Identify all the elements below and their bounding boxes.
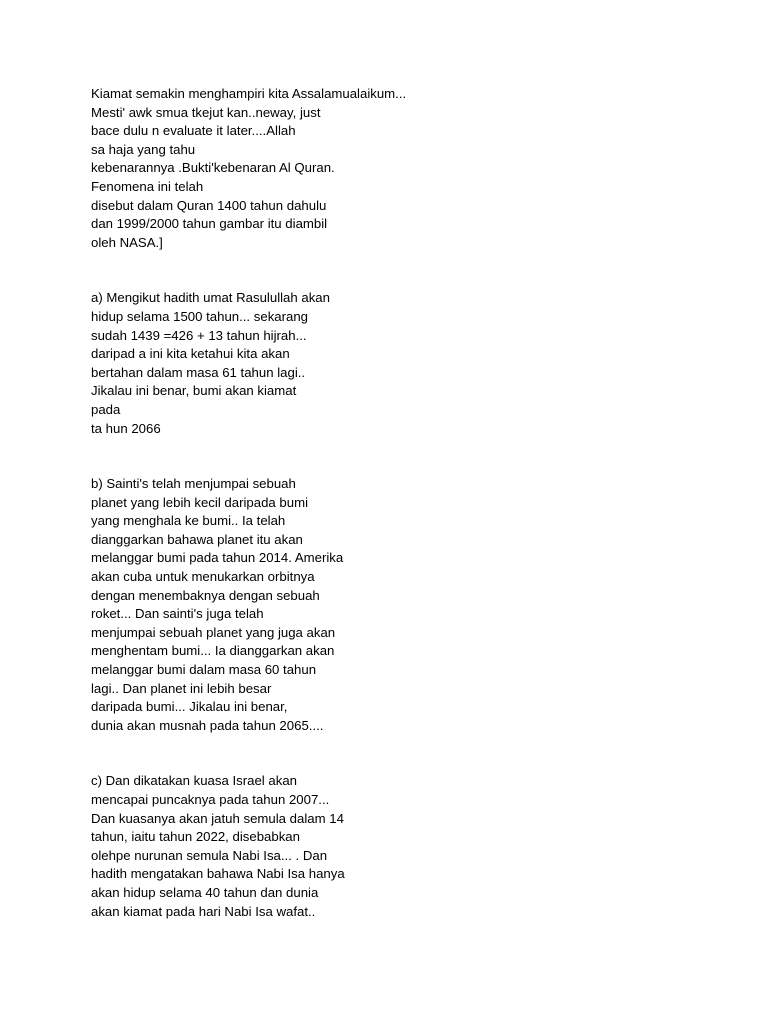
text-line: bertahan dalam masa 61 tahun lagi.. xyxy=(91,364,306,380)
text-line: kebenarannya .Bukti'kebenaran Al Quran. xyxy=(91,160,335,176)
text-line: bace dulu n evaluate it later....Allah xyxy=(91,123,296,139)
text-line: Dan kuasanya akan jatuh semula dalam 14 xyxy=(91,810,344,826)
text-line: Fenomena ini telah xyxy=(91,178,204,194)
text-line: mencapai puncaknya pada tahun 2007... xyxy=(91,792,330,807)
text-line: daripad a ini kita ketahui kita akan xyxy=(91,346,290,362)
text-line: planet yang lebih kecil daripada bumi xyxy=(91,494,309,510)
text-line: melanggar bumi pada tahun 2014. Amerika xyxy=(91,550,344,566)
text-line: lagi.. Dan planet ini lebih besar xyxy=(91,680,272,696)
text-line: Mesti' awk smua tkejut kan..neway, just xyxy=(91,104,321,120)
text-line: b) Sainti's telah menjumpai sebuah xyxy=(91,476,296,492)
text-line: c) Dan dikatakan kuasa Israel akan xyxy=(91,773,297,789)
text-line: akan kiamat pada hari Nabi Isa wafat.. xyxy=(91,903,316,919)
text-line: Kiamat semakin menghampiri kita Assalamualaikum... xyxy=(91,86,407,101)
text-line: dianggarkan bahawa planet itu akan xyxy=(91,531,303,547)
text-line: sudah 1439 =426 + 13 tahun hijrah... xyxy=(91,327,307,343)
paragraph-gap xyxy=(91,252,511,289)
text-line: ta hun 2066 xyxy=(91,420,161,436)
text-line: oleh NASA.] xyxy=(91,234,163,250)
section-c-paragraph xyxy=(91,772,511,921)
text-line: pada xyxy=(91,401,121,417)
text-line: menjumpai sebuah planet yang juga akan xyxy=(91,624,336,640)
text-line: hidup selama 1500 tahun... sekarang xyxy=(91,308,309,324)
text-line: disebut dalam Quran 1400 tahun dahulu xyxy=(91,197,327,213)
intro-paragraph xyxy=(91,85,511,252)
text-line: a) Mengikut hadith umat Rasulullah akan xyxy=(91,290,330,306)
text-line: Jikalau ini benar, bumi akan kiamat xyxy=(91,383,297,399)
text-line: roket... Dan sainti's juga telah xyxy=(91,606,264,622)
text-line: daripada bumi... Jikalau ini benar, xyxy=(91,699,288,715)
text-line: dan 1999/2000 tahun gambar itu diambil xyxy=(91,216,328,232)
paragraph-gap xyxy=(91,438,511,475)
paragraph-gap xyxy=(91,735,511,772)
section-b-paragraph xyxy=(91,475,511,735)
text-line: yang menghala ke bumi.. Ia telah xyxy=(91,513,286,529)
section-a-paragraph xyxy=(91,289,511,438)
text-line: olehpe nurunan semula Nabi Isa... . Dan xyxy=(91,847,328,863)
text-line: akan cuba untuk menukarkan orbitnya xyxy=(91,569,315,585)
text-line: dunia akan musnah pada tahun 2065.... xyxy=(91,717,324,733)
text-line: menghentam bumi... Ia dianggarkan akan xyxy=(91,643,335,659)
text-line: melanggar bumi dalam masa 60 tahun xyxy=(91,662,317,678)
text-line: hadith mengatakan bahawa Nabi Isa hanya xyxy=(91,866,345,882)
text-line: akan hidup selama 40 tahun dan dunia xyxy=(91,884,319,900)
text-line: sa haja yang tahu xyxy=(91,141,196,157)
text-line: tahun, iaitu tahun 2022, disebabkan xyxy=(91,829,300,845)
document-body xyxy=(91,85,511,921)
text-line: dengan menembaknya dengan sebuah xyxy=(91,587,320,603)
